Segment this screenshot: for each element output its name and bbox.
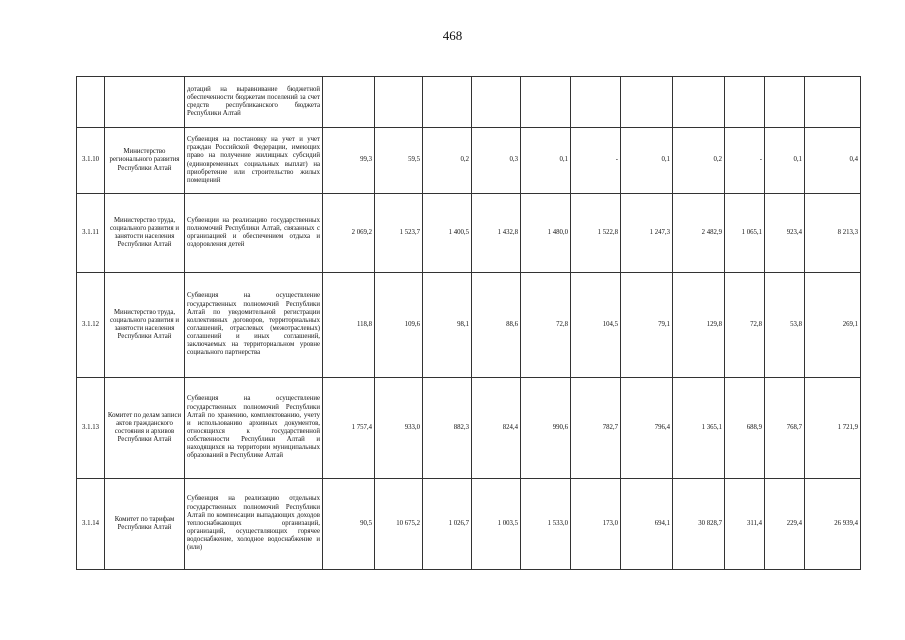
row-value-cell: 0,1 <box>765 128 805 194</box>
row-value-cell: 2 069,2 <box>323 194 375 273</box>
row-value-cell: 269,1 <box>805 273 861 378</box>
row-value-cell: 1 003,5 <box>472 479 521 570</box>
row-value-cell <box>725 77 765 128</box>
row-value-cell: 923,4 <box>765 194 805 273</box>
row-value-cell <box>472 77 521 128</box>
row-value-cell: 99,3 <box>323 128 375 194</box>
row-value-cell: 782,7 <box>571 378 621 479</box>
table-row <box>77 273 861 378</box>
row-organization: Комитет по тарифам Республики Алтай <box>105 479 185 570</box>
table-row <box>77 194 861 273</box>
row-value-cell: 79,1 <box>621 273 673 378</box>
table-row <box>77 479 861 570</box>
row-value-cell: 72,8 <box>725 273 765 378</box>
row-value-cell: 0,2 <box>423 128 472 194</box>
row-value-cell: 1 721,9 <box>805 378 861 479</box>
row-value-cell: 104,5 <box>571 273 621 378</box>
row-value-cell <box>805 77 861 128</box>
row-value-cell: - <box>571 128 621 194</box>
row-organization: Министерство труда, социального развития и занятости населения Республики Алтай <box>105 194 185 273</box>
row-organization: Министерство труда, социального развития и занятости населения Республики Алтай <box>105 273 185 378</box>
table-row <box>77 77 861 128</box>
row-value-cell: 1 432,8 <box>472 194 521 273</box>
row-organization <box>105 77 185 128</box>
row-value-cell: 10 675,2 <box>375 479 423 570</box>
row-value-cell: 311,4 <box>725 479 765 570</box>
row-value-cell: 118,8 <box>323 273 375 378</box>
row-value-cell: 933,0 <box>375 378 423 479</box>
row-value-cell: 1 065,1 <box>725 194 765 273</box>
row-value-cell: 990,6 <box>521 378 571 479</box>
row-organization: Комитет по делам записи актов гражданского состояния и архивов Республики Алтай <box>105 378 185 479</box>
row-value-cell: 796,4 <box>621 378 673 479</box>
row-value-cell: 53,8 <box>765 273 805 378</box>
row-value-cell <box>765 77 805 128</box>
row-value-cell: 26 939,4 <box>805 479 861 570</box>
row-value-cell: 229,4 <box>765 479 805 570</box>
row-code: 3.1.12 <box>77 273 105 378</box>
row-value-cell: 2 482,9 <box>673 194 725 273</box>
table-row <box>77 378 861 479</box>
row-value-cell: 59,5 <box>375 128 423 194</box>
row-value-cell: 882,3 <box>423 378 472 479</box>
row-value-cell <box>423 77 472 128</box>
row-code <box>77 77 105 128</box>
table-body <box>77 77 861 570</box>
row-code: 3.1.11 <box>77 194 105 273</box>
row-value-cell: 1 757,4 <box>323 378 375 479</box>
row-organization: Министерство регионального развития Республики Алтай <box>105 128 185 194</box>
row-code: 3.1.10 <box>77 128 105 194</box>
row-value-cell: 8 213,3 <box>805 194 861 273</box>
page-number: 468 <box>442 28 463 43</box>
row-value-cell: 1 533,0 <box>521 479 571 570</box>
row-value-cell: 824,4 <box>472 378 521 479</box>
row-value-cell: 688,9 <box>725 378 765 479</box>
row-value-cell <box>621 77 673 128</box>
row-description: дотаций на выравнивание бюджетной обеспеченности бюджетам поселений за счет средств республиканского бюджета Республики Алтай <box>185 77 323 128</box>
row-value-cell: 30 828,7 <box>673 479 725 570</box>
row-value-cell: 0,2 <box>673 128 725 194</box>
row-value-cell: 1 026,7 <box>423 479 472 570</box>
row-value-cell: 72,8 <box>521 273 571 378</box>
row-description: Субвенция на осуществление государственных полномочий Республики Алтай по уведомительной регистрации коллективных договоров, территориальных соглашений, отраслевых (межотраслевых) соглашений и иных соглашений, заключаемых на территориальном уровне социального партнерства <box>185 273 323 378</box>
row-value-cell: 90,5 <box>323 479 375 570</box>
row-value-cell: 173,0 <box>571 479 621 570</box>
row-value-cell: 0,4 <box>805 128 861 194</box>
row-value-cell: 1 523,7 <box>375 194 423 273</box>
row-value-cell: 98,1 <box>423 273 472 378</box>
row-value-cell: 1 522,8 <box>571 194 621 273</box>
row-description: Субвенция на осуществление государственных полномочий Республики Алтай по хранению, комплектованию, учету и использованию архивных документов, относящихся к государственной собственности Республики Алтай и находящихся на территории муниципальных образований в Республике Алтай <box>185 378 323 479</box>
row-description: Субвенции на реализацию государственных полномочий Республики Алтай, связанных с организацией и обеспечением отдыха и оздоровления детей <box>185 194 323 273</box>
row-description: Субвенция на реализацию отдельных государственных полномочий Республики Алтай по компенсации выпадающих доходов теплоснабжающих организаций, организаций, осуществляющих горячее водоснабжение, холодное водоснабжение и (или) <box>185 479 323 570</box>
row-value-cell: 1 365,1 <box>673 378 725 479</box>
row-value-cell: - <box>725 128 765 194</box>
row-value-cell: 0,1 <box>621 128 673 194</box>
row-value-cell: 1 480,0 <box>521 194 571 273</box>
row-value-cell: 88,6 <box>472 273 521 378</box>
row-value-cell: 1 400,5 <box>423 194 472 273</box>
row-value-cell <box>323 77 375 128</box>
budget-table <box>76 76 861 570</box>
row-value-cell: 694,1 <box>621 479 673 570</box>
row-value-cell: 0,3 <box>472 128 521 194</box>
row-value-cell: 0,1 <box>521 128 571 194</box>
row-description: Субвенция на постановку на учет и учет граждан Российской Федерации, имеющих право на получение жилищных субсидий (единовременных социальных выплат) на приобретение или строительство жилых помещений <box>185 128 323 194</box>
row-code: 3.1.14 <box>77 479 105 570</box>
row-value-cell <box>673 77 725 128</box>
row-value-cell <box>571 77 621 128</box>
row-code: 3.1.13 <box>77 378 105 479</box>
row-value-cell: 129,8 <box>673 273 725 378</box>
row-value-cell: 768,7 <box>765 378 805 479</box>
row-value-cell <box>521 77 571 128</box>
row-value-cell: 1 247,3 <box>621 194 673 273</box>
row-value-cell: 109,6 <box>375 273 423 378</box>
row-value-cell <box>375 77 423 128</box>
table-row <box>77 128 861 194</box>
